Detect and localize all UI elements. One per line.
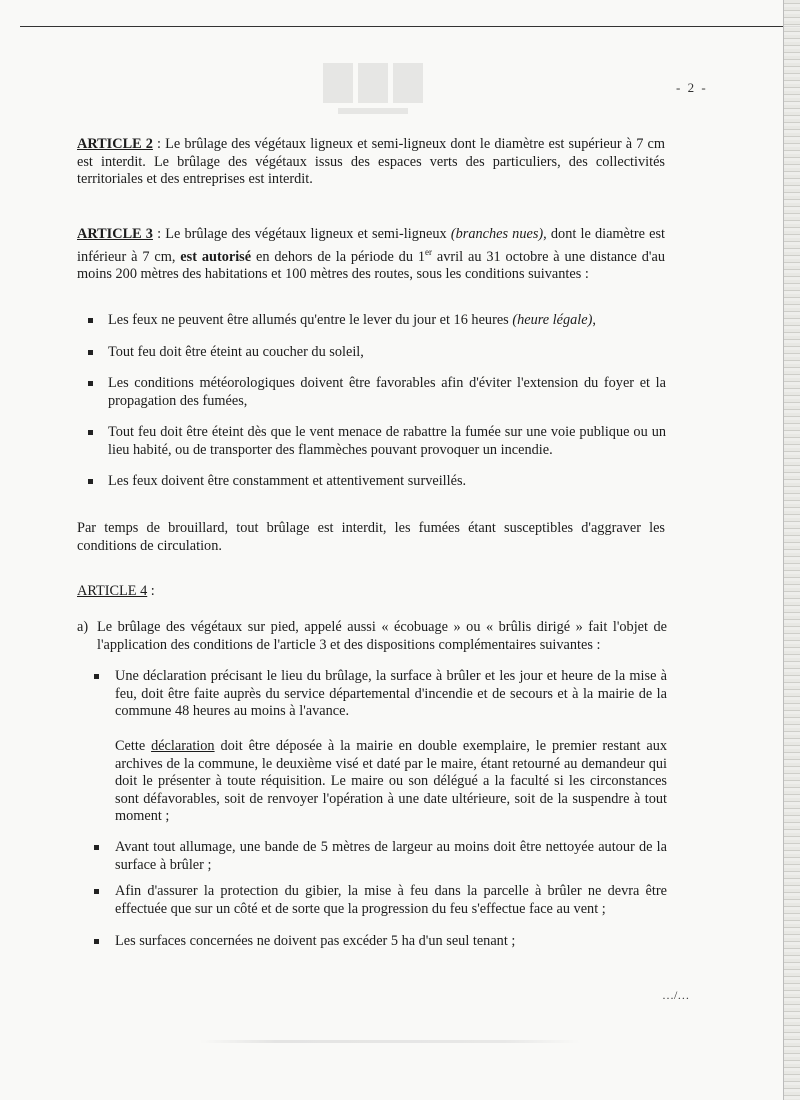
article-4-bullet-4 <box>115 933 667 951</box>
article-3-bullet-3 <box>108 375 666 410</box>
article-3-bullet-1 <box>108 312 668 330</box>
fog-paragraph <box>77 520 665 555</box>
article-3-title: ARTICLE 3 <box>77 226 153 242</box>
article-3-bullet-1-tail: , <box>592 312 596 328</box>
article-3-bullet-1-text: Les feux ne peuvent être allumés qu'entre le lever du jour et 16 heures <box>108 312 513 328</box>
article-4-bullet-2-text: Avant tout allumage, une bande de 5 mètres de largeur au moins doit être nettoyée autour de la surface à brûler ; <box>115 839 667 873</box>
article-4-bullet-2 <box>115 839 667 874</box>
item-a-text: Le brûlage des végétaux sur pied, appelé aussi « écobuage » ou « brûlis dirigé » fait l'objet de l'application des conditions de l'article 3 et des dispositions complémentaires suivantes : <box>97 619 667 653</box>
article-3-bullet-1-italic: (heure légale) <box>512 312 593 328</box>
article-3-intro-bold: est autorisé <box>180 248 252 265</box>
article-3-bullet-5-text: Les feux doivent être constamment et attentivement surveillés. <box>108 473 467 489</box>
article-3-intro-d: avril au 31 octobre à une distance d'au moins 200 mètres des habitations et 100 mètres des routes, sous les conditions suivantes : <box>77 248 665 282</box>
declaration-prefix: Cette <box>115 738 152 754</box>
article-2-text: : Le brûlage des végétaux ligneux et semi-ligneux dont le diamètre est supérieur à 7 cm est interdit. Le brûlage des végétaux issus des espaces verts des particuliers, des collectivités territoriales et des entreprises est interdit. <box>77 136 665 188</box>
article-4-title-suffix: : <box>147 583 155 599</box>
bullet-icon <box>94 845 99 850</box>
declaration-text: doit être déposée à la mairie en double exemplaire, le premier restant aux archives de la commune, le deuxième visé et daté par le maire, étant retourné au demandeur qui doit le présenter à toute réquisition. Le maire ou son délégué a la faculté si les circonstances sont défavorables, soit de renvoyer l'opération à une date ultérieure, soit de la suspendre à tout moment ; <box>115 738 667 825</box>
page-number: - 2 - <box>676 80 708 95</box>
article-4-bullet-1-text: Une déclaration précisant le lieu du brûlage, la surface à brûler et les jour et heure de la mise à feu, doit être faite auprès du service départemental d'incendie et de secours et à la mairie de la commune 48 heures au moins à l'avance. <box>115 668 667 720</box>
bullet-icon <box>94 889 99 894</box>
declaration-word: déclaration <box>151 738 215 754</box>
top-rule <box>20 26 800 27</box>
article-4-item-a <box>97 619 667 654</box>
bullet-icon <box>94 674 99 679</box>
article-4-item-a-label <box>77 619 97 637</box>
declaration-paragraph <box>115 738 667 826</box>
continuation-marker: …/… <box>662 988 690 1002</box>
article-3-intro-italic: (branches nues) <box>450 226 544 242</box>
faint-emblem-icon <box>318 58 428 118</box>
article-3-bullet-4-text: Tout feu doit être éteint dès que le vent menace de rabattre la fumée sur une voie publique ou un lieu habité, ou de transporter des flammèches pouvant provoquer un incendie. <box>108 424 666 458</box>
bullet-icon <box>88 479 93 484</box>
article-3-intro-c: en dehors de la période du 1 <box>251 248 426 265</box>
bullet-icon <box>88 381 93 386</box>
fog-paragraph-text: Par temps de brouillard, tout brûlage est interdit, les fumées étant susceptibles d'aggraver les conditions de circulation. <box>77 520 665 554</box>
article-3-bullet-5 <box>108 473 668 491</box>
bullet-icon <box>88 318 93 323</box>
article-3-intro-sup: er <box>425 246 433 257</box>
bullet-icon <box>88 350 93 355</box>
article-3-intro-a: : Le brûlage des végétaux ligneux et semi-ligneux <box>152 226 451 242</box>
scan-edge-strip <box>784 0 800 1100</box>
article-4-bullet-3-text: Afin d'assurer la protection du gibier, la mise à feu dans la parcelle à brûler ne devra être effectuée que sur un côté et de sorte que la progression du feu s'effectue face au vent ; <box>115 883 667 917</box>
article-3-bullet-3-text: Les conditions météorologiques doivent être favorables afin d'éviter l'extension du foyer et la propagation des fumées, <box>108 375 666 409</box>
article-3-intro-b: , dont le diamètre est inférieur à 7 cm, <box>77 226 666 265</box>
article-3-bullet-2-text: Tout feu doit être éteint au coucher du soleil, <box>108 344 364 360</box>
article-4-bullet-4-text: Les surfaces concernées ne doivent pas excéder 5 ha d'un seul tenant ; <box>115 933 516 949</box>
item-a-label: a) <box>77 619 89 635</box>
article-3-bullet-4 <box>108 424 666 459</box>
bullet-icon <box>94 939 99 944</box>
article-4-bullet-1 <box>115 668 667 721</box>
article-4-heading <box>77 583 377 601</box>
article-2 <box>77 136 665 189</box>
article-4-bullet-3 <box>115 883 667 918</box>
article-2-title: ARTICLE 2 <box>77 136 153 152</box>
article-3 <box>77 226 665 284</box>
faint-footer-bleed <box>200 1040 580 1043</box>
article-3-bullet-2 <box>108 344 668 362</box>
article-4-title: ARTICLE 4 <box>77 583 148 599</box>
bullet-icon <box>88 430 93 435</box>
